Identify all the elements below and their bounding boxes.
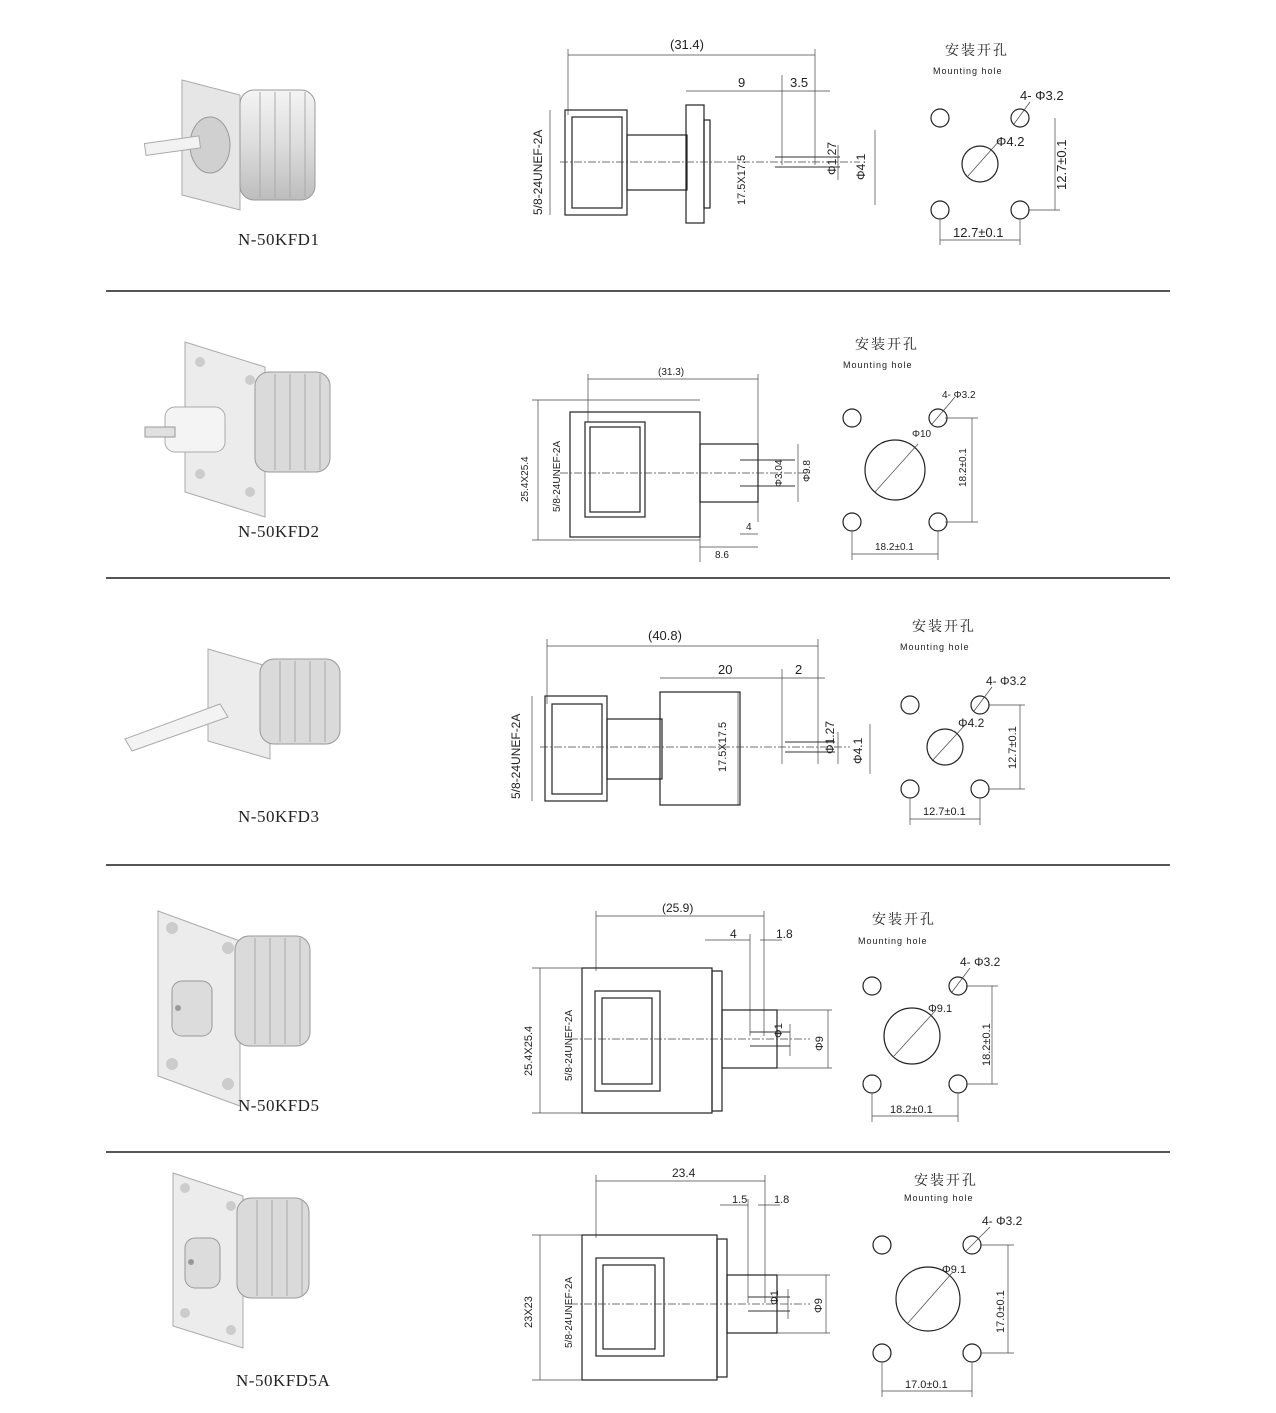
model-label: N-50KFD5 [238,1096,320,1115]
dim-insul: Φ4.1 [851,737,865,764]
mount-center: Φ4.2 [958,716,985,730]
product-row-4 [0,866,1276,1151]
model-label: N-50KFD3 [238,807,320,826]
dim-pin: Φ1 [773,1023,785,1038]
mounting-title: 安装开孔 [872,912,936,928]
connector-image [165,1168,365,1358]
mounting-subtitle: Mounting hole [933,66,1003,76]
dim-d2: 8.6 [715,550,729,561]
dimension-drawing [510,896,850,1156]
connector-image [140,342,340,532]
dim-thread: 5/8-24UNEF-2A [531,129,545,215]
mount-vert: 12.7±0.1 [1007,726,1019,769]
mounting-subtitle: Mounting hole [858,936,928,946]
dim-overall: (40.8) [648,628,682,643]
mounting-title: 安装开孔 [912,619,976,635]
mounting-subtitle: Mounting hole [843,360,913,370]
dim-d2: 1.8 [776,927,793,941]
dimension-drawing [500,624,880,844]
mount-vert: 17.0±0.1 [995,1290,1007,1333]
dim-pin: Φ3.04 [774,459,785,487]
dim-insul: Φ9 [813,1298,825,1313]
mount-horiz: 18.2±0.1 [875,542,914,553]
mounting-hole-drawing [890,669,1060,849]
dim-d1: 4 [746,522,752,533]
product-row-1 [0,0,1276,290]
mount-holes: 4- Φ3.2 [982,1214,1023,1228]
dim-d1: 9 [738,75,746,90]
connector-image [150,906,350,1106]
dim-thread: 5/8-24UNEF-2A [552,440,563,512]
dim-pin: Φ1.27 [823,721,837,754]
dim-d2: 1.8 [774,1194,790,1206]
mount-horiz: 17.0±0.1 [905,1379,948,1391]
dim-d1: 4 [730,927,737,941]
dim-overall: 23.4 [672,1166,696,1180]
mounting-title: 安装开孔 [855,337,919,353]
dim-flange: 23X23 [523,1296,535,1328]
dim-d2: 3.5 [790,75,809,90]
dim-d1: 1.5 [732,1194,748,1206]
mount-holes: 4- Φ3.2 [960,955,1001,969]
dimension-drawing [510,1163,850,1413]
connector-image [120,649,360,779]
mounting-subtitle: Mounting hole [904,1193,974,1203]
dim-flange: 25.4X25.4 [520,456,531,502]
model-label: N-50KFD1 [238,230,320,249]
mounting-hole-drawing [830,382,1010,572]
mount-horiz: 18.2±0.1 [890,1104,933,1116]
dim-pin: Φ1 [769,1290,781,1305]
mounting-hole-drawing [850,956,1030,1146]
dim-flange: 25.4X25.4 [523,1025,535,1076]
mount-center: Φ10 [912,429,932,440]
dim-flange: 17.5X17.5 [736,154,748,205]
mount-center: Φ9.1 [928,1003,953,1015]
dim-insul: Φ9 [814,1036,826,1051]
dim-d2: 2 [795,662,803,677]
dim-d1: 20 [718,662,733,677]
mounting-title: 安装开孔 [914,1173,978,1189]
product-row-2 [0,292,1276,577]
dimension-drawing [510,362,840,572]
connector-image [140,70,340,230]
mount-center: Φ9.1 [942,1264,967,1276]
mount-vert: 18.2±0.1 [981,1023,993,1066]
mount-holes: 4- Φ3.2 [942,390,976,401]
model-label: N-50KFD2 [238,522,320,541]
dim-overall: (25.9) [662,901,694,915]
mount-center: Φ4.2 [996,134,1025,149]
dim-flange: 17.5X17.5 [717,721,729,772]
mount-holes: 4- Φ3.2 [986,674,1027,688]
dim-overall: (31.4) [670,37,704,52]
product-row-3 [0,579,1276,864]
dim-thread: 5/8-24UNEF-2A [564,1276,575,1348]
dim-overall: (31.3) [658,367,685,378]
dimension-drawing [520,35,900,235]
mount-horiz: 12.7±0.1 [953,225,1004,240]
dim-insul: Φ9.8 [802,460,813,482]
dim-pin: Φ1.27 [825,142,839,175]
mounting-subtitle: Mounting hole [900,642,970,652]
mounting-hole-drawing [860,1213,1040,1413]
dim-insul: Φ4.1 [854,153,868,180]
mount-horiz: 12.7±0.1 [923,806,966,818]
dim-thread: 5/8-24UNEF-2A [509,713,523,799]
mount-vert: 18.2±0.1 [958,448,969,487]
dim-thread: 5/8-24UNEF-2A [564,1009,575,1081]
mounting-hole-drawing [920,80,1080,250]
product-row-5 [0,1153,1276,1410]
mount-holes: 4- Φ3.2 [1020,88,1064,103]
mount-vert: 12.7±0.1 [1054,139,1069,190]
model-label: N-50KFD5A [236,1371,331,1390]
mounting-title: 安装开孔 [945,43,1009,59]
